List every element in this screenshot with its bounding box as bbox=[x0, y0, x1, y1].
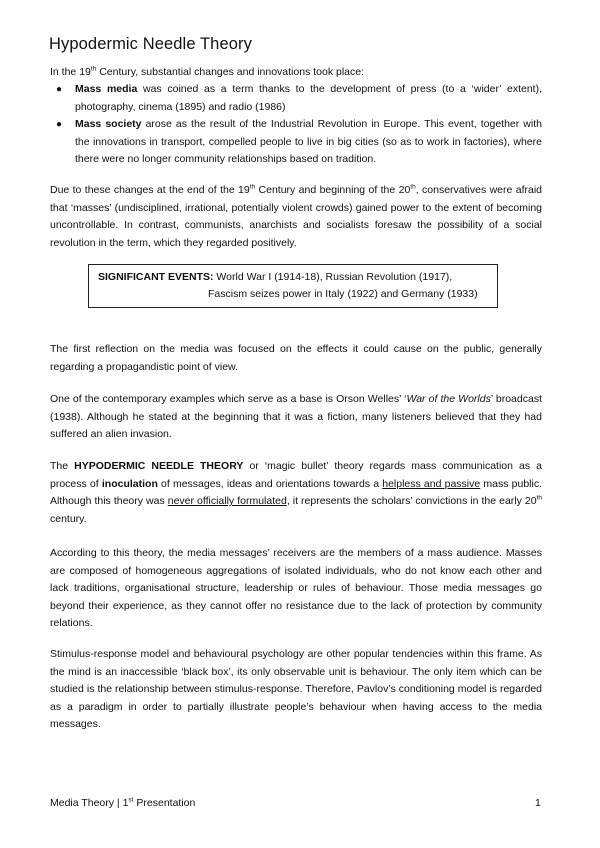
superscript: th bbox=[90, 65, 97, 73]
paragraph-text: century. bbox=[50, 512, 87, 525]
italic-title: War of the Worlds bbox=[406, 393, 491, 405]
list-item bbox=[56, 81, 542, 116]
welles-paragraph bbox=[50, 391, 542, 444]
list-item bbox=[56, 116, 542, 169]
events-line-2: Fascism seizes power in Italy (1922) and Germany (1933) bbox=[208, 288, 478, 300]
paragraph-text: of messages, ideas and orientations towards a bbox=[157, 477, 383, 490]
bold-term: inoculation bbox=[101, 477, 158, 490]
paragraph-text: mass public. Although this theory was bbox=[50, 477, 542, 508]
paragraph-text: The bbox=[50, 460, 75, 472]
superscript: th bbox=[410, 183, 416, 191]
theory-paragraph bbox=[50, 458, 542, 528]
superscript: th bbox=[536, 494, 542, 502]
bullet-text: arose as the result of the Industrial Revolution in Europe. This event, together with the innovations in transport, compelled people to live in big cities (so as to work in factories), where there were no longer community relationships based on tradition. bbox=[75, 118, 542, 166]
underlined-term: helpless and passive bbox=[382, 477, 481, 490]
page-title: Hypodermic Needle Theory bbox=[49, 35, 252, 53]
footer-text: Presentation bbox=[133, 797, 196, 809]
paragraph-text: One of the contemporary examples which serve as a base is Orson Welles’ ‘ bbox=[50, 393, 407, 405]
superscript: th bbox=[249, 183, 256, 191]
intro-paragraph bbox=[50, 64, 542, 82]
paragraph-text: Due to these changes at the end of the 19 bbox=[50, 184, 250, 196]
bullet-icon: ● bbox=[56, 119, 63, 131]
paragraph-text: Century and beginning of the 20 bbox=[255, 184, 411, 196]
footer-text: Media Theory | 1 bbox=[50, 797, 129, 809]
underlined-term: never officially formulated bbox=[167, 495, 287, 508]
first-reflection-paragraph: The first reflection on the media was focused on the effects it could cause on the public, generally regarding a propagandistic point of view. bbox=[50, 343, 542, 373]
paragraph-text: or ‘magic bullet’ theory regards mass communication as a process of bbox=[50, 460, 542, 490]
footer-title bbox=[50, 797, 195, 809]
events-text: World War I (1914-18), Russian Revolution (1917), bbox=[213, 271, 453, 283]
receivers-paragraph: According to this theory, the media messages’ receivers are the members of a mass audience. Masses are composed of homogeneous aggregations of isolated individuals, who do not know each other and lack traditions, organisational structure, leadership or rules of behaviour. Those media messages go beyond their experience, as they cannot offer no resistance due to the lack of protection by community relations. bbox=[50, 547, 542, 630]
theory-name: HYPODERMIC NEEDLE THEORY bbox=[74, 460, 244, 472]
bullet-list bbox=[56, 81, 542, 169]
superscript: st bbox=[128, 796, 134, 804]
significant-events-box bbox=[88, 264, 498, 308]
events-line-1 bbox=[98, 269, 489, 286]
paragraph-text: , conservatives were afraid that ‘masses’ (undisciplined, irrational, potentially violent crowds) gained power to the extent of becoming uncontrollable. In contrast, communists, anarchists and socialists foresaw the possibility of a social revolution in the term, which they regarded positively. bbox=[50, 184, 542, 249]
paragraph-text: ’ broadcast (1938). Although he stated at the beginning that it was a fiction, many listeners believed that they had suffered an alien invasion. bbox=[50, 393, 542, 441]
bullet-text: was coined as a term thanks to the development of press (to a ‘wider’ extent), photography, cinema (1895) and radio (1986) bbox=[75, 83, 543, 113]
bullet-icon: ● bbox=[56, 84, 63, 95]
events-label: SIGNIFICANT EVENTS: bbox=[98, 271, 214, 283]
changes-paragraph bbox=[50, 182, 542, 252]
page-number: 1 bbox=[535, 797, 541, 809]
bullet-term: Mass media bbox=[75, 83, 138, 95]
paragraph-text: , it represents the scholars’ convictions in the early 20 bbox=[286, 495, 537, 508]
intro-text: In the 19 bbox=[50, 66, 91, 78]
intro-text: Century, substantial changes and innovations took place: bbox=[96, 66, 365, 78]
bullet-term: Mass society bbox=[75, 118, 142, 131]
stimulus-paragraph: Stimulus-response model and behavioural psychology are other popular tendencies within this frame. As the mind is an inaccessible ‘black box’, its only observable unit is behaviour. The only item which can be studied is the relationship between stimulus-response. Therefore, Pavlov’s conditioning model is regarded as a paradigm in order to partially illustrate people’s behaviour when having access to the media messages. bbox=[50, 648, 542, 731]
